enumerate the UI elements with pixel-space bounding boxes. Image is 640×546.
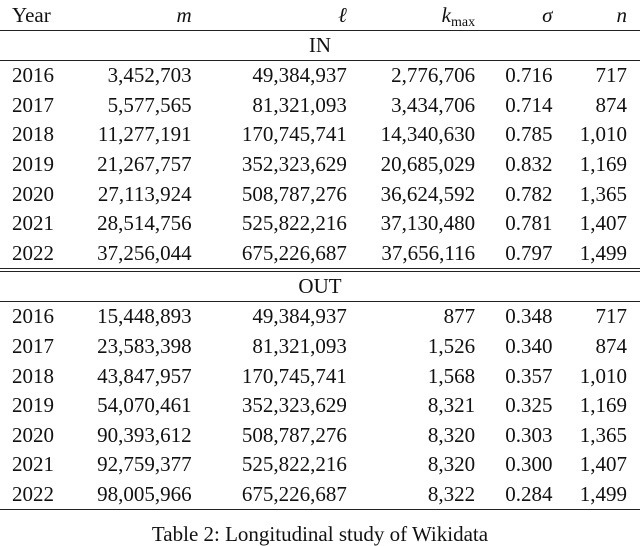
table-row: [0, 391, 640, 421]
cell-kmax: 37,130,480: [380, 211, 476, 236]
cell-year: 2019: [12, 393, 54, 418]
cell-n: 1,365: [579, 422, 627, 447]
cell-year: 2016: [0, 61, 86, 91]
cell-l: 352,323,629: [241, 393, 347, 418]
cell-year: 2020: [12, 422, 54, 447]
cell-sigma: 0.348: [475, 302, 552, 332]
cell-year: 2021: [12, 452, 54, 477]
cell-m: 11,277,191: [97, 122, 192, 147]
cell-sigma: 0.832: [505, 152, 553, 177]
table-row: [0, 150, 640, 180]
cell-year: 2018: [12, 122, 54, 147]
cell-l: 675,226,687: [241, 240, 347, 265]
header-row: [0, 0, 640, 31]
cell-year: 2022: [12, 240, 54, 265]
table-row: [0, 302, 640, 332]
cell-m: 92,759,377: [97, 452, 192, 477]
cell-n: 1,010: [579, 363, 627, 388]
header-kmax: [347, 0, 475, 31]
cell-n: 1,169: [579, 393, 627, 418]
cell-m: 3,452,703: [86, 61, 191, 91]
cell-kmax: 8,320: [427, 422, 476, 447]
cell-kmax: 8,321: [427, 393, 476, 418]
cell-l: 525,822,216: [241, 211, 347, 236]
header-year: Year: [12, 2, 51, 27]
cell-n: 717: [552, 61, 640, 91]
table-body: [0, 31, 640, 510]
header-kmax-sub: max: [450, 14, 476, 30]
cell-n: 874: [595, 334, 627, 359]
cell-sigma: 0.303: [505, 422, 553, 447]
section-label: OUT: [0, 270, 640, 302]
cell-m: 28,514,756: [97, 211, 192, 236]
cell-kmax: 8,320: [427, 452, 476, 477]
cell-n: 717: [552, 302, 640, 332]
table-row: [0, 421, 640, 451]
table-row: [0, 450, 640, 480]
cell-sigma: 0.325: [505, 393, 553, 418]
cell-m: 15,448,893: [86, 302, 191, 332]
section-header-row: [0, 270, 640, 302]
cell-l: 170,745,741: [241, 122, 347, 147]
cell-kmax: 36,624,592: [380, 181, 476, 206]
cell-sigma: 0.284: [475, 480, 552, 510]
cell-l: 81,321,093: [252, 334, 347, 359]
cell-l: 170,745,741: [241, 363, 347, 388]
cell-n: 1,365: [579, 181, 627, 206]
table-row: [0, 91, 640, 121]
cell-m: 54,070,461: [97, 393, 192, 418]
cell-kmax: 20,685,029: [380, 152, 476, 177]
cell-m: 27,113,924: [97, 181, 192, 206]
cell-n: 1,407: [579, 211, 627, 236]
cell-kmax: 1,568: [427, 363, 476, 388]
cell-sigma: 0.785: [505, 122, 553, 147]
cell-year: 2019: [12, 152, 54, 177]
cell-kmax: 3,434,706: [391, 92, 476, 117]
cell-year: 2017: [12, 334, 54, 359]
cell-kmax: 877: [347, 302, 475, 332]
cell-sigma: 0.716: [475, 61, 552, 91]
cell-kmax: 8,322: [347, 480, 475, 510]
table-row: [0, 120, 640, 150]
cell-n: 1,499: [579, 240, 627, 265]
cell-year: 2018: [12, 363, 54, 388]
cell-kmax: 1,526: [427, 334, 476, 359]
table-row: [0, 209, 640, 239]
cell-kmax: 14,340,630: [380, 122, 476, 147]
cell-l: 352,323,629: [241, 152, 347, 177]
cell-sigma: 0.714: [505, 92, 553, 117]
cell-m: 23,583,398: [97, 334, 192, 359]
cell-m: 5,577,565: [107, 92, 192, 117]
header-m: m: [176, 2, 192, 27]
header-sigma: σ: [542, 2, 553, 27]
cell-year: 2016: [0, 302, 86, 332]
table-row: [0, 480, 640, 510]
cell-l: 508,787,276: [241, 181, 347, 206]
header-n: n: [616, 2, 627, 27]
cell-m: 98,005,966: [86, 480, 191, 510]
cell-kmax: 2,776,706: [347, 61, 475, 91]
cell-sigma: 0.340: [505, 334, 553, 359]
cell-sigma: 0.300: [505, 452, 553, 477]
table-row: [0, 61, 640, 91]
cell-sigma: 0.797: [505, 240, 553, 265]
cell-l: 525,822,216: [241, 452, 347, 477]
table-row: [0, 239, 640, 271]
cell-year: 2017: [12, 92, 54, 117]
table-caption: Table 2: Longitudinal study of Wikidata: [151, 522, 489, 546]
cell-l: 49,384,937: [192, 302, 347, 332]
table-row: [0, 332, 640, 362]
cell-n: 1,407: [579, 452, 627, 477]
cell-sigma: 0.357: [505, 363, 553, 388]
cell-l: 49,384,937: [192, 61, 347, 91]
cell-sigma: 0.781: [505, 211, 553, 236]
cell-year: 2020: [12, 181, 54, 206]
section-header-row: [0, 31, 640, 61]
header-l: ℓ: [338, 2, 347, 27]
cell-year: 2021: [12, 211, 54, 236]
table-row: [0, 179, 640, 209]
cell-m: 43,847,957: [97, 363, 192, 388]
cell-n: 1,169: [579, 152, 627, 177]
cell-m: 90,393,612: [97, 422, 192, 447]
cell-sigma: 0.782: [505, 181, 553, 206]
cell-l: 81,321,093: [252, 92, 347, 117]
table-row: [0, 361, 640, 391]
cell-l: 675,226,687: [192, 480, 347, 510]
cell-m: 37,256,044: [97, 240, 192, 265]
header-kmax-base: k: [441, 2, 451, 27]
cell-n: 1,499: [552, 480, 640, 510]
cell-kmax: 37,656,116: [381, 240, 476, 265]
cell-n: 874: [595, 92, 627, 117]
cell-l: 508,787,276: [241, 422, 347, 447]
section-label: IN: [0, 31, 640, 61]
cell-n: 1,010: [579, 122, 627, 147]
table-header: [0, 0, 640, 31]
cell-m: 21,267,757: [97, 152, 192, 177]
cell-year: 2022: [0, 480, 86, 510]
